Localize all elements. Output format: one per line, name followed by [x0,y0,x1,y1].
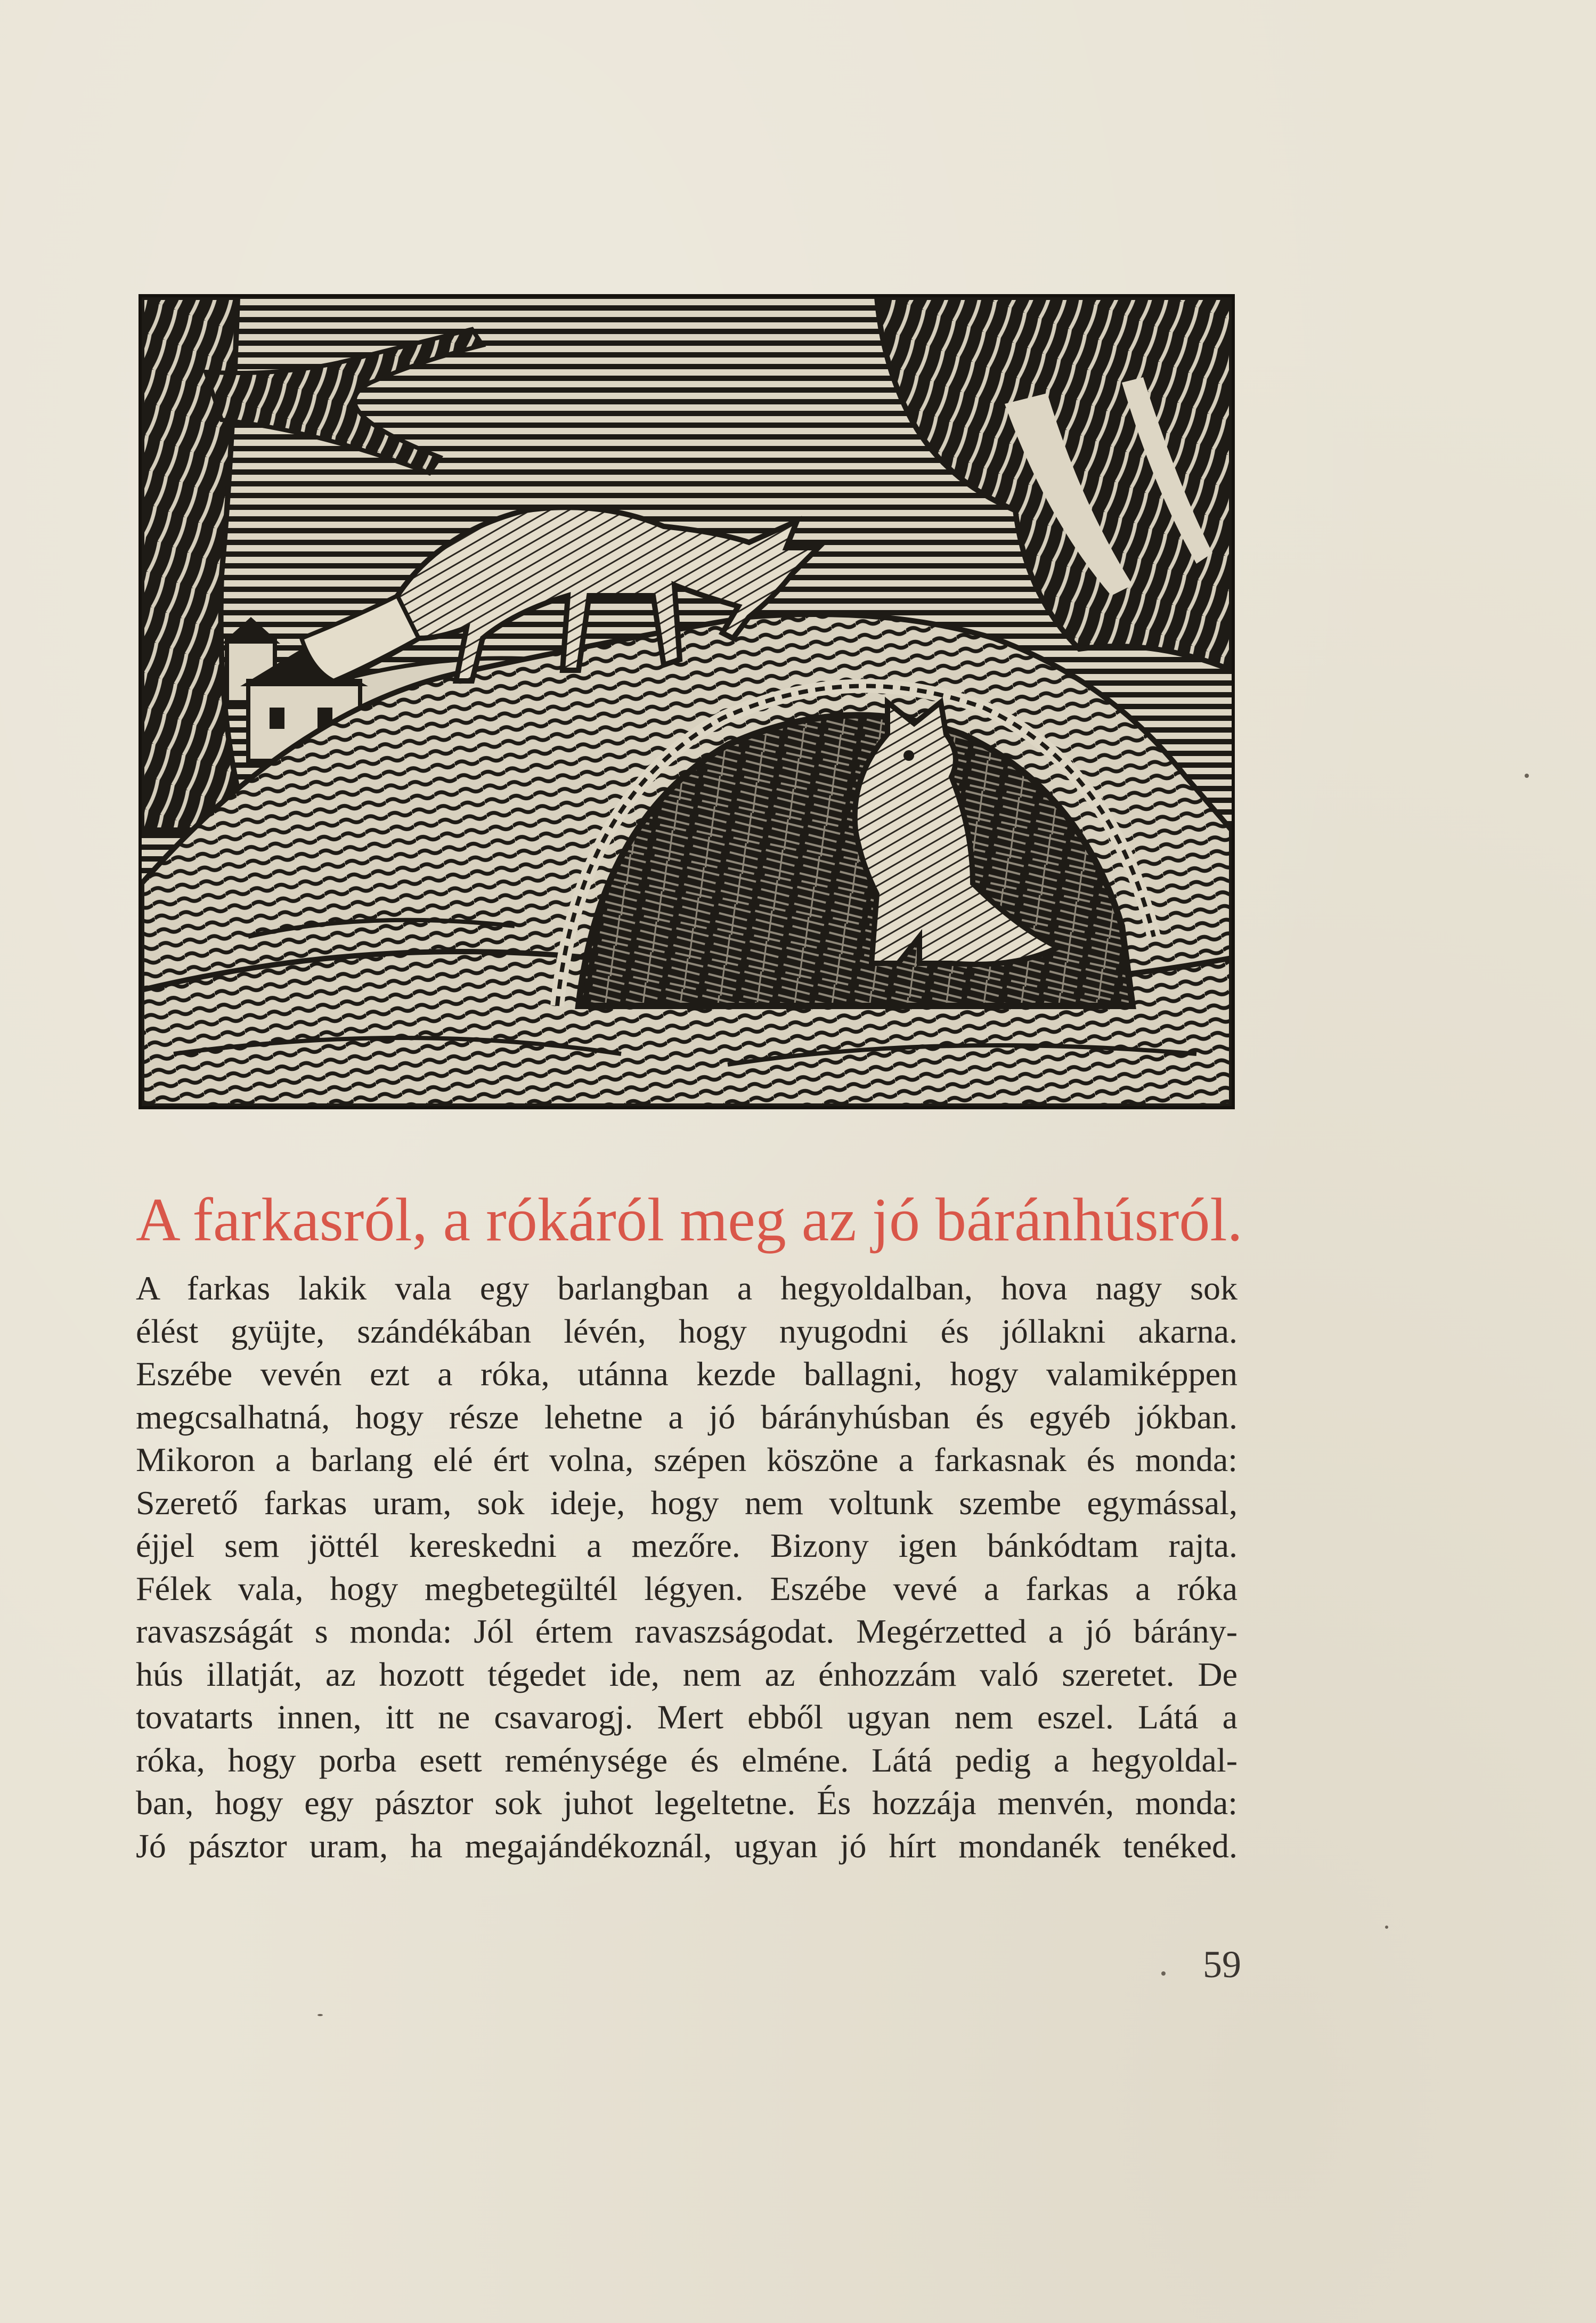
text-line: róka, hogy porba esett reménysége és elméne. Látá pedig a hegyoldal- [136,1741,1237,1779]
fox-wolf-woodcut-image [142,297,1232,1106]
text-line: megcsalhatná, hogy része lehetne a jó bárányhúsban és egyéb jókban. [136,1398,1237,1436]
fable-title: A farkasról, a rókáról meg az jó báránhúsról. [136,1186,1243,1254]
paper-speck [1525,774,1529,778]
text-line: Jó pásztor uram, ha megajándékoznál, ugyan jó hírt mondanék tenéked. [136,1826,1237,1865]
text-line: ban, hogy egy pásztor sok juhot legeltetne. És hozzája menvén, monda: [136,1784,1237,1822]
text-line: élést gyüjte, szándékában lévén, hogy nyugodni és jóllakni akarna. [136,1312,1237,1350]
text-line: A farkas lakik vala egy barlangban a hegyoldalban, hova nagy sok [136,1269,1237,1307]
text-line: Mikoron a barlang elé ért volna, szépen köszöne a farkasnak és monda: [136,1441,1237,1479]
paper-speck [317,2014,323,2016]
text-line: Eszébe vevén ezt a róka, utánna kezde ballagni, hogy valamiképpen [136,1355,1237,1393]
text-line: Félek vala, hogy megbetegültél légyen. Eszébe vevé a farkas a róka [136,1569,1237,1607]
woodcut-illustration [139,294,1235,1109]
text-line: éjjel sem jöttél kereskedni a mezőre. Bizony igen bánkódtam rajta. [136,1526,1237,1564]
paper-speck [1385,1926,1388,1929]
text-line: Szerető farkas uram, sok ideje, hogy nem voltunk szembe egymással, [136,1483,1237,1522]
text-line: hús illatját, az hozott tégedet ide, nem az énhozzám való szeretet. De [136,1655,1237,1693]
paper-speck [1161,1971,1166,1976]
text-line: ravaszságát s monda: Jól értem ravaszságodat. Megérzetted a jó bárány- [136,1612,1237,1650]
page-number: 59 [1203,1943,1241,1986]
fable-text [136,1267,1237,1867]
text-line: tovatarts innen, itt ne csavarogj. Mert ebből ugyan nem eszel. Látá a [136,1698,1237,1736]
